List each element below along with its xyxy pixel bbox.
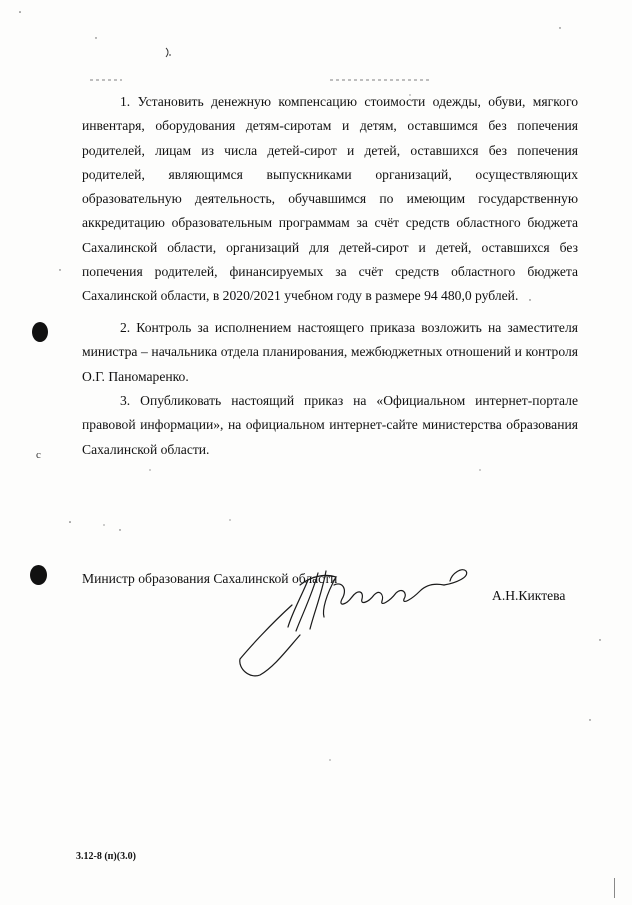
scan-edge-mark: [614, 878, 615, 898]
handwritten-signature: [230, 555, 490, 690]
paragraph-3: 3. Опубликовать настоящий приказ на «Официальном интернет-портале правовой информации», на официальном интернет-сайте министерства образования Сахалинской области.: [82, 393, 578, 457]
signatory-name: А.Н.Киктева: [492, 588, 566, 603]
punch-hole-mark: [30, 565, 47, 585]
signatory-position: Министр образования Сахалинской области: [82, 571, 338, 586]
svg-text:с: с: [36, 449, 41, 461]
punch-hole-mark: [32, 322, 48, 342]
paragraph-1: 1. Установить денежную компенсацию стоимости одежды, обуви, мягкого инвентаря, оборудования детям-сиротам и детям, оставшимся без попечения родителей, лицам из числа детей-сирот и детей, оставшихся без попечения родителей, являющимся выпускниками организаций, осуществляющих образовательную деятельность, обучавшимся по имеющим государственную аккредитацию образовательным программам за счёт средств областного бюджета Сахалинской области, организаций для детей-сирот и детей, оставшихся без попечения родителей, финансируемых за счёт средств областного бюджета Сахалинской области, в 2020/2021 учебном году в размере 94 480,0 рублей.: [82, 94, 578, 304]
paragraph-2: 2. Контроль за исполнением настоящего приказа возложить на заместителя министра – начальника отдела планирования, межбюджетных отношений и контроля О.Г. Паномаренко.: [82, 320, 578, 384]
document-code: 3.12-8 (п)(3.0): [76, 851, 136, 862]
